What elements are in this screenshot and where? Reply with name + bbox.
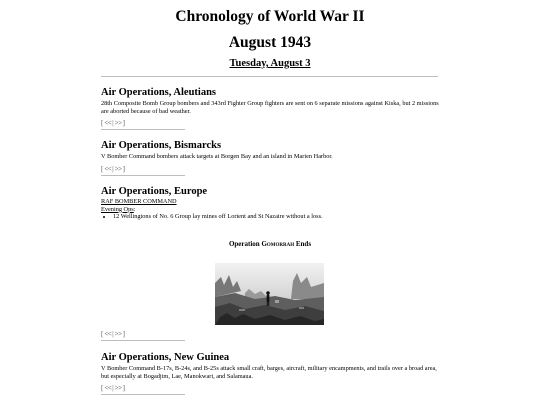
page-title: Chronology of World War II xyxy=(175,8,365,25)
prev-button[interactable]: << xyxy=(104,164,112,173)
section-europe-nav xyxy=(101,330,441,341)
top-divider xyxy=(101,76,438,77)
section-divider xyxy=(101,340,185,341)
ruins-photo-graphic xyxy=(215,263,324,325)
bullet-list xyxy=(101,213,441,221)
next-button[interactable]: >> xyxy=(114,119,122,128)
prev-button[interactable]: << xyxy=(104,119,112,128)
section-text: V Bomber Command B-17s, B-24s, and B-25s attack small craft, barges, aircraft, military encampments, and trails over a broad area, but especially at Bogadjim, Lae, Manokwari, and Salamaua. xyxy=(101,365,437,380)
evening-ops-label: Evening Ops xyxy=(101,205,134,213)
section-divider xyxy=(101,394,185,395)
operation-name: Gomorrah xyxy=(261,240,295,248)
next-button[interactable]: >> xyxy=(114,164,122,173)
next-button[interactable]: >> xyxy=(114,330,122,338)
list-item: • 12 Wellingtons of No. 6 Group lay mines off Lorient and St Nazaire without a loss. xyxy=(113,213,441,221)
section-text: 28th Composite Bomb Group bombers and 343rd Fighter Group fighters are sent on 6 separate missions against Kiska, but 2 missions are aborted because of bad weather. xyxy=(101,100,439,115)
section-new-guinea xyxy=(101,352,441,395)
ruins-photo xyxy=(215,263,324,325)
operation-heading: Operation Gomorrah Ends xyxy=(228,240,312,248)
month-heading: August 1943 xyxy=(228,34,312,51)
prev-button[interactable]: << xyxy=(104,330,112,338)
section-europe xyxy=(101,186,441,221)
section-heading: Air Operations, New Guinea xyxy=(101,352,230,363)
section-text: V Bomber Command bombers attack targets at Borgen Bay and an island in Marien Harbor. xyxy=(101,153,333,160)
section-nav: [<<|>>] xyxy=(101,164,125,173)
section-aleutians xyxy=(101,87,441,130)
section-nav: [<<|>>] xyxy=(101,119,125,128)
section-heading: Air Operations, Europe xyxy=(101,186,208,197)
prev-button[interactable]: << xyxy=(104,384,112,393)
section-nav: [<<|>>] xyxy=(101,330,125,338)
section-divider xyxy=(101,175,185,176)
section-divider xyxy=(101,129,185,130)
next-button[interactable]: >> xyxy=(114,384,122,393)
section-nav: [<<|>>] xyxy=(101,384,125,393)
section-heading: Air Operations, Bismarcks xyxy=(101,140,222,151)
subheading-row: Evening Ops: xyxy=(101,205,136,213)
section-heading: Air Operations, Aleutians xyxy=(101,87,217,98)
day-heading: Tuesday, August 3 xyxy=(229,58,311,69)
section-bismarcks xyxy=(101,140,441,176)
bomber-command-link[interactable]: RAF BOMBER COMMAND xyxy=(101,198,177,205)
